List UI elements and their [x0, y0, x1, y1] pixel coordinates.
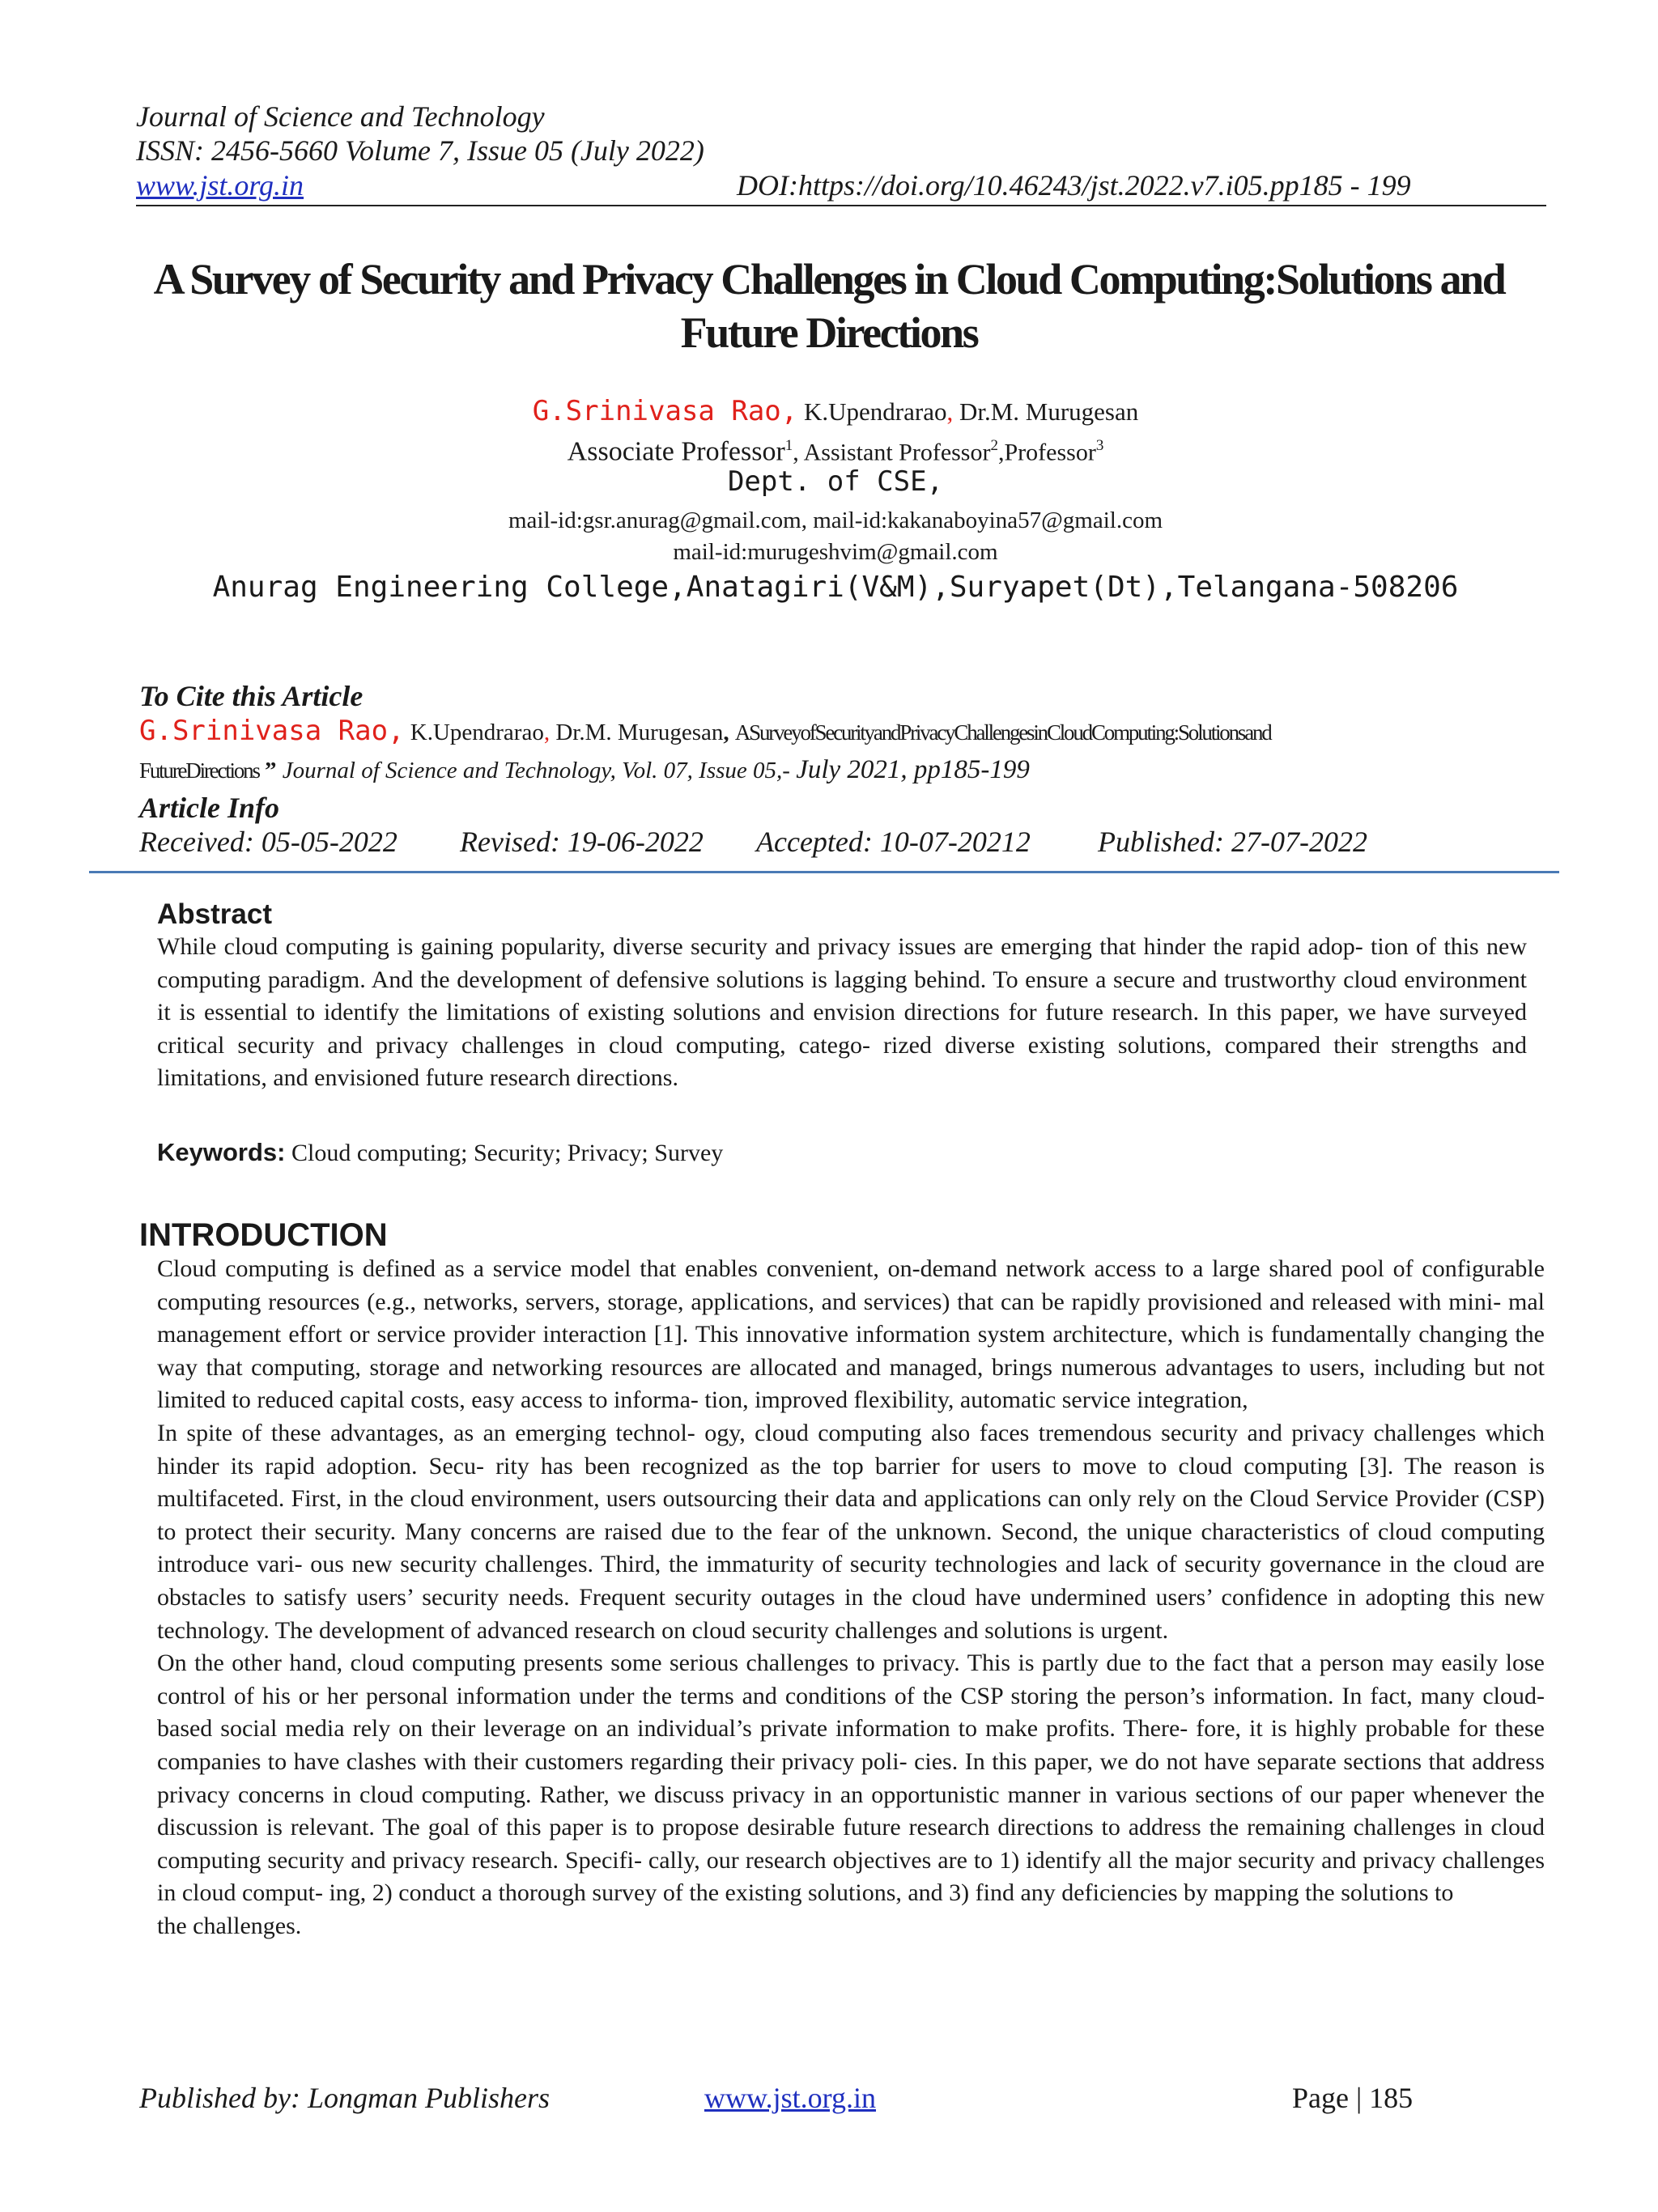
article-info-divider — [89, 871, 1559, 873]
author-1: G.Srinivasa Rao, — [532, 395, 798, 427]
author-line — [136, 397, 1535, 427]
author-emails-1: mail-id:gsr.anurag@gmail.com, mail-id:kakanaboyina57@gmail.com — [508, 507, 1163, 533]
intro-paragraph-4: the challenges. — [157, 1912, 302, 1939]
keywords — [157, 1136, 723, 1170]
cite-date-pages: July 2021, pp185-199 — [796, 755, 1030, 784]
department: Dept. of CSE, — [727, 465, 944, 498]
citation-line-1 — [139, 715, 1271, 749]
footer-publisher: Published by: Longman Publishers — [139, 2082, 550, 2114]
footer-url-link[interactable]: www.jst.org.in — [704, 2082, 877, 2114]
role-2-sup: 2 — [990, 437, 998, 454]
abstract-heading: Abstract — [157, 898, 272, 930]
intro-paragraph-1: Cloud computing is defined as a service model that enables convenient, on-demand network access to a large shared pool of configurable computing resources (e.g., networks, servers, storage, applications, and services) that can be rapidly provisioned and released with mini- mal management effort or service provider interaction [1]. This innovative information system architecture, which is fundamentally changing the way that computing, storage and networking resources are allocated and managed, brings numerous advantages to users, including but not limited to reduced capital costs, easy access to informa- tion, improved flexibility, automatic service integration, — [157, 1255, 1545, 1414]
author-separator: , — [946, 397, 954, 426]
accepted-date: Accepted: 10-07-20212 — [756, 826, 1031, 858]
cite-author-separator: , — [543, 720, 551, 745]
cite-title-part-2: FutureDirections — [139, 758, 259, 783]
published-date: Published: 27-07-2022 — [1098, 826, 1367, 858]
author-emails-2: mail-id:murugeshvim@gmail.com — [673, 539, 998, 565]
cite-journal: Journal of Science and Technology, Vol. 07, Issue 05,- — [282, 758, 797, 783]
affiliation: Anurag Engineering College,Anatagiri(V&M),Suryapet(Dt),Telangana-508206 — [212, 571, 1459, 604]
keywords-text: Cloud computing; Security; Privacy; Survey — [291, 1140, 724, 1166]
paper-title: A Survey of Security and Privacy Challenges in Cloud Computing:Solutions and Future Directions — [153, 255, 1505, 357]
cite-separator: , — [723, 720, 735, 745]
revised-date: Revised: 19-06-2022 — [460, 826, 704, 858]
role-2: , Assistant Professor — [793, 439, 991, 466]
cite-author-1: G.Srinivasa Rao, — [139, 715, 405, 747]
header-divider — [136, 205, 1546, 206]
journal-name: Journal of Science and Technology — [136, 100, 545, 133]
abstract-text: While cloud computing is gaining popularity, diverse security and privacy issues are emerging that hinder the rapid adop- tion of this new computing paradigm. And the development of defensive solutions is lagging behind. To ensure a secure and trustworthy cloud environment it is essential to identify the limitations of existing solutions and envision directions for future research. In this paper, we have surveyed critical security and privacy challenges in cloud computing, catego- rized diverse existing solutions, compared their strengths and limitations, and envisioned future research directions. — [157, 933, 1527, 1092]
role-1-sup: 1 — [784, 437, 793, 454]
cite-quote: ” — [258, 758, 283, 783]
author-3: Dr.M. Murugesan — [959, 397, 1139, 426]
journal-links — [136, 169, 1535, 202]
keywords-label: Keywords: — [157, 1138, 286, 1166]
author-roles — [136, 431, 1535, 468]
introduction-body — [157, 1253, 1545, 1942]
cite-author-2: K.Upendrarao — [410, 720, 544, 745]
journal-issn: ISSN: 2456-5660 Volume 7, Issue 05 (July 2022) — [136, 134, 704, 167]
role-3-sup: 3 — [1095, 437, 1104, 454]
introduction-heading: INTRODUCTION — [139, 1217, 388, 1253]
author-2: K.Upendrarao — [804, 397, 947, 426]
citation-line-2 — [139, 754, 1030, 787]
role-3: ,Professor — [997, 439, 1096, 466]
received-date: Received: 05-05-2022 — [139, 826, 397, 858]
role-1: Associate Professor — [567, 436, 785, 467]
cite-heading: To Cite this Article — [139, 680, 363, 712]
journal-url-link[interactable]: www.jst.org.in — [136, 169, 304, 202]
journal-doi: DOI:https://doi.org/10.46243/jst.2022.v7.i05.pp185 - 199 — [737, 169, 1411, 202]
footer-page-number: Page | 185 — [1292, 2082, 1414, 2114]
article-info-heading: Article Info — [139, 792, 280, 824]
intro-paragraph-2: In spite of these advantages, as an emerging technol- ogy, cloud computing also faces tremendous security and privacy challenges which hinder its rapid adoption. Secu- rity has been recognized as the top barrier for users to move to cloud computing [3]. The reason is multifaceted. First, in the cloud environment, users outsourcing their data and applications can only rely on the Cloud Service Provider (CSP) to protect their security. Many concerns are raised due to the fear of the unknown. Second, the unique characteristics of cloud computing introduce vari- ous new security challenges. Third, the immaturity of security technologies and lack of security governance in the cloud are obstacles to satisfy users’ security needs. Frequent security outages in the cloud have undermined users’ confidence in adopting this new technology. The development of advanced research on cloud security challenges and solutions is urgent. — [157, 1419, 1545, 1644]
intro-paragraph-3: On the other hand, cloud computing presents some serious challenges to privacy. This is partly due to the fact that a person may easily lose control of his or her personal information under the terms and conditions of the CSP storing the person’s information. In fact, many cloud-based social media rely on their leverage on an individual’s private information to make profits. There- fore, it is highly probable for these companies to have clashes with their customers regarding their privacy poli- cies. In this paper, we do not have separate sections that address privacy concerns in cloud computing. Rather, we discuss privacy in an opportunistic manner in various sections of our paper whenever the discussion is relevant. The goal of this paper is to propose desirable future research directions to address the remaining challenges in cloud computing security and privacy research. Specifi- cally, our research objectives are to 1) identify all the major security and privacy challenges in cloud comput- ing, 2) conduct a thorough survey of the existing solutions, and 3) find any deficiencies by mapping the solutions to — [157, 1649, 1545, 1907]
cite-author-3: Dr.M. Murugesan — [555, 720, 724, 745]
cite-title-part-1: ASurveyofSecurityandPrivacyChallengesinCloudComputing:Solutionsand — [734, 720, 1271, 745]
